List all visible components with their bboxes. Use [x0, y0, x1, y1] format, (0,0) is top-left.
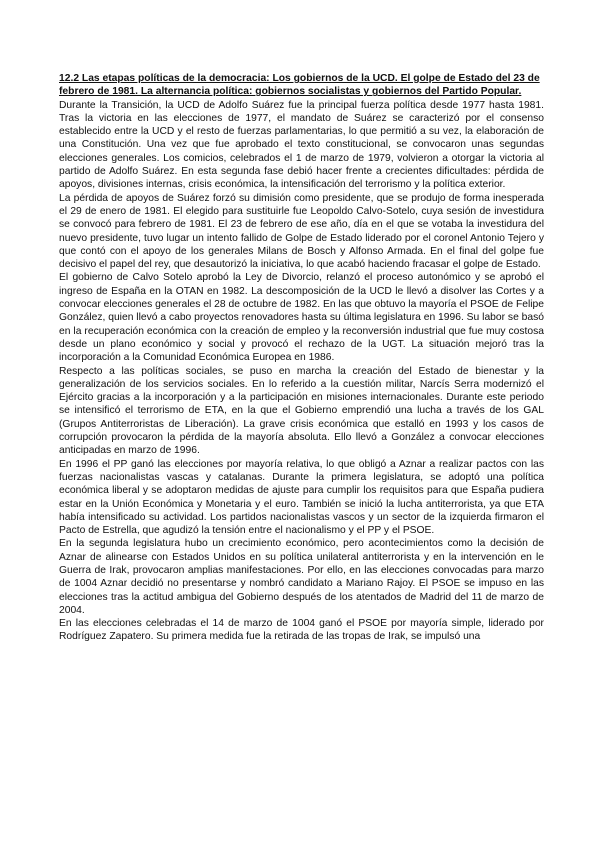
paragraph-segunda-legislatura: En la segunda legislatura hubo un crecimiento económico, pero acontecimientos como la decisión de Aznar de alinearse con Estados Unidos en su política unilateral antiterrorista y en la intervención en le Guerra de Irak, provocaron amplias manifestaciones. Por ello, en las elecciones convocadas para marzo de 1004 Aznar decidió no presentarse y nombró candidato a Mariano Rajoy. El PSOE se impuso en las elecciones tras la actitud ambigua del Gobierno después de los atentados de Madrid del 11 de marzo de 2004. — [59, 538, 544, 616]
paragraph-ucd: Durante la Transición, la UCD de Adolfo Suárez fue la principal fuerza política desde 1977 hasta 1981. Tras la victoria en las elecciones de 1977, el mandato de Suárez se caracterizó por el consenso establecido entre la UCD y el resto de fuerzas parlamentarias, lo que permitió a su vez, la elaboración de una Constitución. Una vez que fue aprobado el texto constitucional, se convocaron unas segundas elecciones generales. Los comicios, celebrados el 1 de marzo de 1979, volvieron a otorgar la victoria al partido de Adolfo Suárez. En esta segunda fase debió hacer frente a crecientes dificultades: pérdida de apoyos, divisiones internas, crisis económica, la intensificación del terrorismo y la política exterior. — [59, 99, 544, 191]
paragraph-politicas-sociales: Respecto a las políticas sociales, se puso en marcha la creación del Estado de bienestar y la generalización de los servicios sociales. En lo referido a la cuestión militar, Narcís Serra modernizó el Ejército gracias a la incorporación y a la participación en misiones internacionales. Durante este periodo se intensificó el terrorismo de ETA, en la que el Gobierno emprendió una lucha a través de los GAL (Grupos Antiterroristas de Liberación). La grave crisis económica que estalló en 1993 y los casos de corrupción provocaron la pérdida de la mayoría absoluta. Ello llevó a González a convocar elecciones anticipadas en marzo de 1996. — [59, 365, 544, 457]
paragraph-golpe-estado: La pérdida de apoyos de Suárez forzó su dimisión como presidente, que se produjo de forma inesperada el 29 de enero de 1981. El elegido para sustituirle fue Leopoldo Calvo-Sotelo, cuya sesión de investidura se convocó para febrero de 1981. El 23 de febrero de ese año, día en el que se votaba la investidura del nuevo presidente, tuvo lugar un intento fallido de Golpe de Estado liderado por el coronel Antonio Tejero y que contó con el apoyo de los generales Milans de Bosch y Alfonso Armada. En el final del golpe fue decisivo el papel del rey, que desautorizó la iniciativa, lo que acabó haciendo fracasar el golpe de Estado. — [59, 192, 544, 271]
paragraph-calvo-sotelo-psoe: El gobierno de Calvo Sotelo aprobó la Ley de Divorcio, relanzó el proceso autonómico y se aprobó el ingreso de España en la OTAN en 1982. La descomposición de la UCD le llevó a disolver las Cortes y a convocar elecciones generales el 28 de octubre de 1982. En las que obtuvo la mayoría el PSOE de Felipe González, quien llevó a cabo proyectos renovadores hasta su última legislatura en 1996. Su labor se basó en la recuperación económica con la creación de empleo y la reconversión industrial que fue muy costosa desde un plano económico y social y provocó el rechazo de la UGT. La situación mejoró tras la incorporación a la Comunidad Económica Europea en 1986. — [59, 272, 544, 364]
paragraph-pp-1996: En 1996 el PP ganó las elecciones por mayoría relativa, lo que obligó a Aznar a realizar pactos con las fuerzas nacionalistas vascas y catalanas. Durante la primera legislatura, se adoptó una política económica liberal y se adoptaron medidas de ajuste para cumplir los requisitos para que España pudiera estar en la Unión Económica y Monetaria y el euro. También se inició la lucha antiterrorista, ya que ETA había intensificado su actividad. Los partidos nacionalistas vascos y un sector de la izquierda firmaron el Pacto de Estrella, que agudizó la tensión entre el nacionalismo y el PP y el PSOE. — [59, 458, 544, 537]
document-page — [59, 72, 544, 644]
document-title: 12.2 Las etapas políticas de la democracia: Los gobiernos de la UCD. El golpe de Estado del 23 de febrero de 1981. La alternancia política: gobiernos socialistas y gobiernos del Partido Popular. — [59, 73, 540, 98]
paragraph-zapatero: En las elecciones celebradas el 14 de marzo de 1004 ganó el PSOE por mayoría simple, liderado por Rodríguez Zapatero. Su primera medida fue la retirada de las tropas de Irak, se impulsó una — [59, 618, 544, 643]
